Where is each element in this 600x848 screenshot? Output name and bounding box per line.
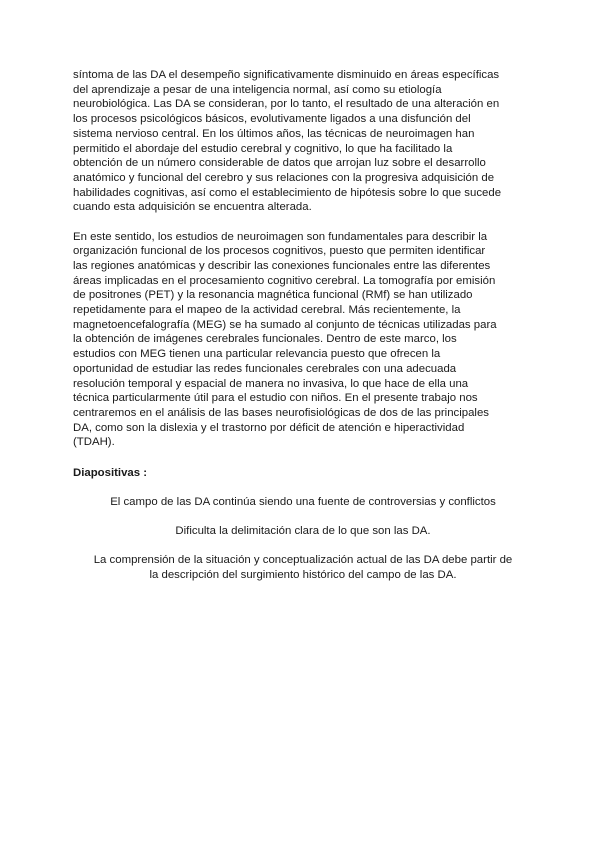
paragraph-line: sistema nervioso central. En los últimos años, las técnicas de neuroimagen han [73,127,475,140]
paragraph-line: permitido el abordaje del estudio cerebral y cognitivo, lo que ha facilitado la [73,142,453,155]
paragraph-line: En este sentido, los estudios de neuroimagen son fundamentales para describir la [73,230,488,243]
slide-item-3 [73,553,533,582]
paragraph-line: anatómico y funcional del cerebro y sus relaciones con la progresiva adquisición de [73,171,495,184]
paragraph-line: oportunidad de estudiar las redes funcionales cerebrales con una adecuada [73,362,457,375]
paragraph-line: síntoma de las DA el desempeño significativamente disminuido en áreas específicas [73,69,500,81]
paragraph-line: las regiones anatómicas y describir las conexiones funcionales entre las diferentes [73,259,491,272]
paragraph-line: cuando esta adquisición se encuentra alterada. [73,201,312,214]
paragraph-line: resolución temporal y espacial de manera no invasiva, lo que hace de ella una [73,377,469,390]
paragraph-line: repetidamente para el mapeo de la actividad cerebral. Más recientemente, la [73,304,461,317]
paragraph-line: técnica particularmente útil para el estudio con niños. En el presente trabajo nos [73,392,478,405]
paragraph-line: estudios con MEG tienen una particular relevancia puesto que ofrecen la [73,348,441,361]
paragraph-line: magnetoencefalografía (MEG) se ha sumado al conjunto de técnicas utilizadas para [73,318,497,331]
paragraph-line: de positrones (PET) y la resonancia magnética funcional (RMf) se han utilizado [73,289,473,302]
paragraph-line: DA, como son la dislexia y el trastorno por déficit de atención e hiperactividad [73,421,465,434]
slide-item-2 [73,524,533,539]
slide-line: La comprensión de la situación y conceptualización actual de las DA debe partir de [93,554,513,567]
slides-list [73,495,533,583]
slide-line: Dificulta la delimitación clara de lo que son las DA. [175,524,431,537]
slide-line: la descripción del surgimiento histórico del campo de las DA. [149,568,457,581]
slides-heading: Diapositivas : [73,467,148,480]
document-body [73,68,533,583]
paragraph-line: obtención de un número considerable de datos que arrojan luz sobre el desarrollo [73,157,486,170]
paragraph-line: del aprendizaje a pesar de una inteligencia normal, así como su etiología [73,83,442,96]
paragraph-line: (TDAH). [73,436,115,449]
paragraph-line: organización funcional de los procesos cognitivos, puesto que permiten identificar [73,245,486,258]
slide-item-1 [73,495,533,510]
paragraph-line: los procesos psicológicos básicos, evolutivamente ligados a una disfunción del [73,113,471,126]
slide-line: El campo de las DA continúa siendo una fuente de controversias y conflictos [110,495,496,508]
paragraph-line: neurobiológica. Las DA se consideran, por lo tanto, el resultado de una alteración en [73,98,500,111]
paragraph-line: la obtención de imágenes cerebrales funcionales. Dentro de este marco, los [73,333,457,346]
paragraph-line: áreas implicadas en el procesamiento cognitivo cerebral. La tomografía por emisión [73,274,496,287]
paragraph-line: centraremos en el análisis de las bases neurofisiológicas de dos de las principales [73,406,489,419]
body-paragraph-2 [73,230,533,451]
body-paragraph-1 [73,68,533,215]
paragraph-line: habilidades cognitivas, así como el establecimiento de hipótesis sobre lo que sucede [73,186,502,199]
